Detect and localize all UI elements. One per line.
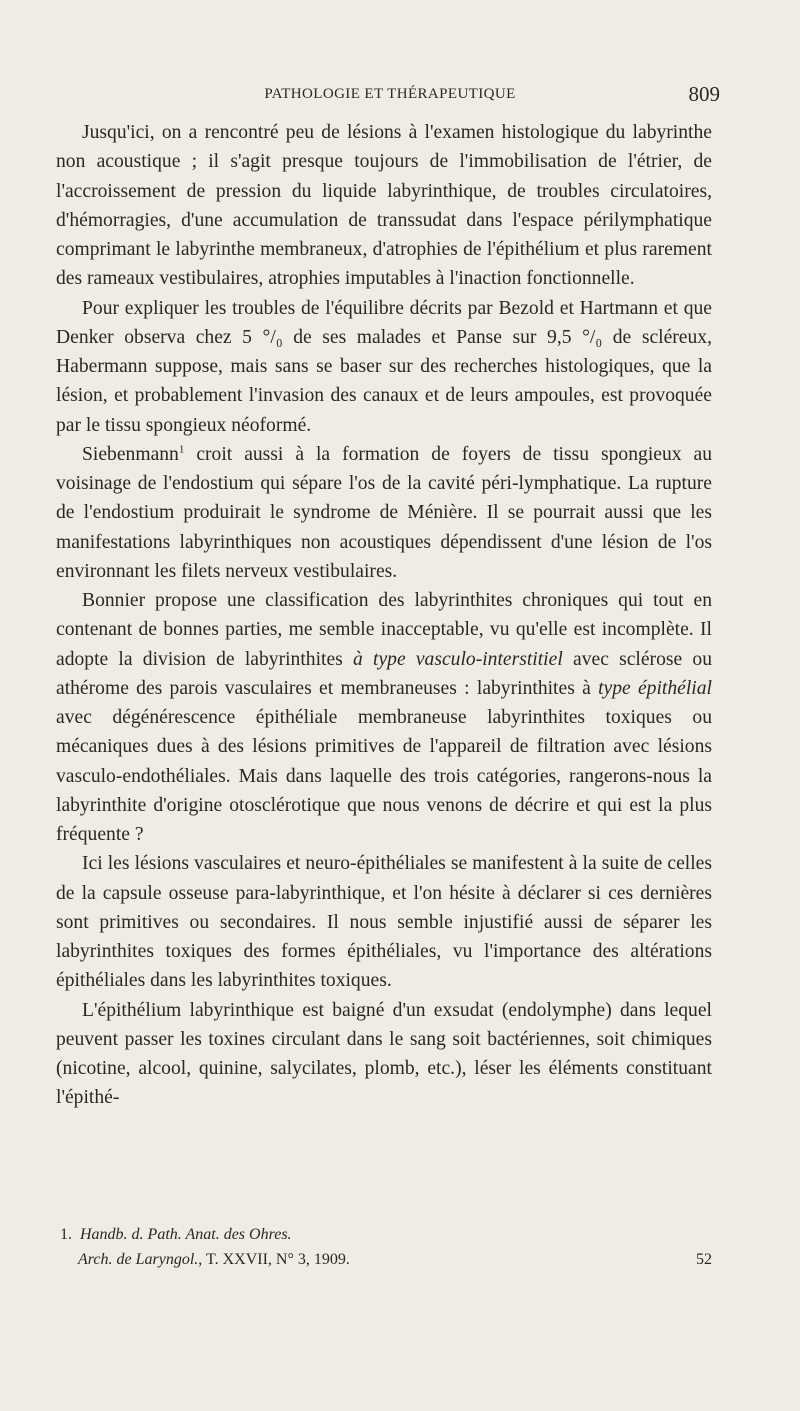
page-header [60,82,720,116]
source-line [60,1247,712,1272]
paragraph-5: Ici les lésions vasculaires et neuro-épithéliales se manifestent à la suite de celles de la capsule osseuse para-labyrinthique, et l'on hésite à déclarer si ces dernières sont primitives ou secondaires. Il nous semble injustifié aussi de séparer les labyrinthites toxiques des formes épithéliales, vu l'importance des altérations épithéliales dans les labyrinthites toxiques. [56,853,712,992]
paragraph-6: L'épithélium labyrinthique est baigné d'un exsudat (endolymphe) dans lequel peuvent passer les toxines circulant dans le sang soit bactériennes, soit chimiques (nicotine, alcool, quinine, salycilates, plomb, etc.), léser les éléments constituant l'épithé- [56,999,712,1109]
paragraph-4 [56,586,712,849]
footnotes [60,1222,712,1272]
italic-type-epithelial: type épithélial [598,677,712,699]
paragraph-4-text: Bonnier propose une classification des labyrinthites chroniques qui tout en contenant de bonnes parties, me semble inacceptable, vu qu'elle est incomplète. Il adopte la division de labyrinthites [56,590,712,670]
page-number: 809 [688,82,720,106]
italic-type-vasculo: à type vasculo-interstitiel [353,648,563,670]
paragraph-2: Pour expliquer les troubles de l'équilibre décrits par Bezold et Hartmann et que Denker observa chez 5 °/₀ de ses malades et Panse sur 9,5 °/₀ de scléreux, Habermann suppose, mais sans se baser sur des recherches histologiques, que la lésion, et probablement l'invasion des canaux et de leurs ampoules, est provoquée par le tissu spongieux néoformé. [56,297,712,436]
source-journal: Arch. de Laryngol. [78,1251,199,1268]
footnote-mark: 1 [178,443,185,456]
sheet-number: 52 [696,1251,712,1268]
source-reference [78,1247,350,1272]
paragraph-3 [56,440,712,586]
paragraph-4-text-c: avec dégénérescence épithéliale membraneuse labyrinthites toxiques ou mécaniques dues à des lésions primitives de l'appareil de filtration avec lésions vasculo-endothéliales. Mais dans laquelle des trois catégories, rangerons-nous la labyrinthite d'origine otosclérotique que nous venons de décrire et qui est la plus fréquente ? [56,707,712,845]
paragraph-4-text-b: avec sclérose ou athérome des parois vasculaires et membraneuses : labyrinthites à [56,648,712,699]
footnote-text: Handb. d. Path. Anat. des Ohres. [80,1226,292,1243]
footnote-1 [60,1222,712,1247]
paragraph-3-text: croit aussi à la formation de foyers de tissu spongieux au voisinage de l'endostium qui sépare l'os de la cavité péri-lymphatique. La rupture de l'endostium produirait le syndrome de Ménière. Il se pourrait aussi que les manifestations labyrinthiques non acoustiques dépendissent d'une lésion de l'os environnant les filets nerveux vestibulaires. [56,443,713,582]
source-volume: , T. XXVII, N° 3, 1909. [198,1251,350,1268]
body-text [56,118,712,1113]
paragraph-1: Jusqu'ici, on a rencontré peu de lésions à l'examen histologique du labyrinthe non acoustique ; il s'agit presque toujours de l'immobilisation de l'étrier, de l'accroissement de pression du liquide labyrinthique, de troubles circulatoires, d'hémorragies, d'une accumulation de transsudat dans l'espace périlymphatique comprimant le labyrinthe membraneux, d'atrophies de l'épithélium et plus rarement des rameaux vestibulaires, atrophies imputables à l'inaction fonctionnelle. [56,122,712,290]
footnote-number: 1. [60,1226,72,1243]
author-siebenmann: Siebenmann [82,443,179,465]
running-title: PATHOLOGIE ET THÉRAPEUTIQUE [264,86,516,102]
